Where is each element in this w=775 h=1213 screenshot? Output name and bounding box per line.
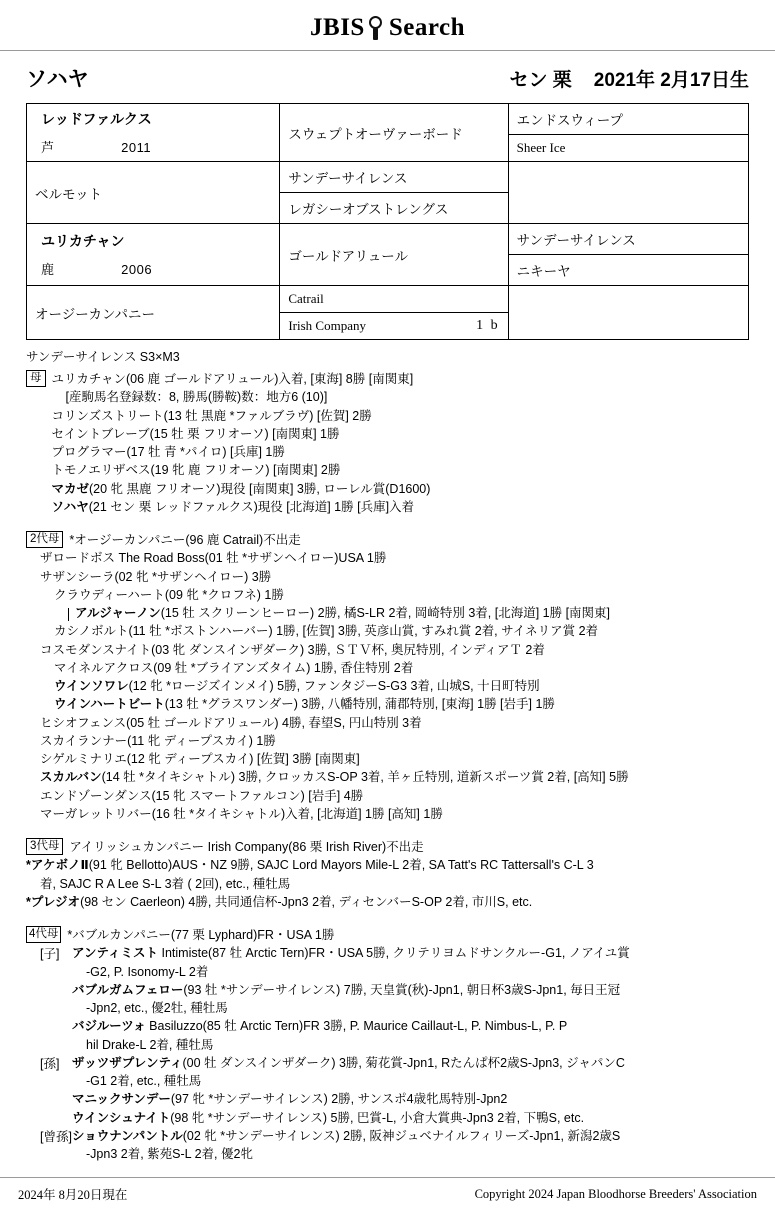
footer-date: 2024年 8月20日現在	[18, 1188, 128, 1203]
line-rest: Basiluzzo(85 牡 Arctic Tern)FR 3勝, P. Maurice Caillaut-L, P. Nimbus-L, P. P	[145, 1019, 568, 1034]
descendant-group-lines	[72, 1127, 749, 1164]
line-rest: (13 牡 *グラスワンダー) 3勝, 八幡特別, 蒲郡特別, [東海] 1勝 [岩手] 1勝	[164, 697, 555, 712]
sire-year: 2011	[121, 140, 152, 155]
pedigree-line	[26, 604, 749, 622]
pedigree-line	[26, 641, 749, 659]
line-text: -G1 2着, etc., 種牡馬	[86, 1074, 202, 1088]
descendant-group	[26, 1127, 749, 1164]
dam-sire-sire: サンデーサイレンス	[508, 224, 748, 255]
pedigree-line	[52, 407, 431, 425]
third-dam-section	[0, 838, 775, 911]
line-text: -G2, P. Isonomy-L 2着	[86, 964, 209, 979]
pedigree-line	[72, 1090, 749, 1108]
line-text: スカイランナー(11 牝 ディープスカイ) 1勝	[40, 733, 276, 748]
pedigree-line	[72, 999, 749, 1017]
horse-name-bold: *プレジオ	[26, 894, 81, 909]
horse-name-bold: アルジャーノン	[75, 606, 161, 620]
pedigree-line	[52, 480, 431, 498]
pedigree-line	[52, 425, 431, 443]
inbreeding-cross: サンデーサイレンス S3×M3	[26, 350, 180, 364]
horse-name-bold: ウインハートビート	[54, 697, 165, 712]
line-rest: (15 牡 スクリーンヒーロー) 2勝, 橘S-LR 2着, 岡崎特別 3着, [北海道] 1勝 [南関東]	[160, 606, 611, 620]
descendant-group	[26, 1054, 749, 1127]
pedigree-line	[26, 768, 749, 786]
line-text: -Jpn2, etc., 優2牡, 種牡馬	[86, 1001, 228, 1015]
horse-name-bold: *アケボノⅡ	[26, 858, 89, 873]
dam-section	[0, 370, 775, 516]
second-dam-lines	[26, 549, 749, 823]
second-dam-head: *オージーカンパニー(96 鹿 Catrail)不出走	[69, 533, 301, 547]
pedigree-line	[26, 549, 749, 567]
page-title: ソハヤ	[26, 68, 89, 91]
pedigree-line	[72, 1036, 749, 1054]
line-text: マイネルアクロス(09 牡 *ブライアンズタイム) 1勝, 香住特別 2着	[54, 660, 414, 675]
dam-section-lines	[52, 370, 431, 516]
line-text: エンドゾーンダンス(15 牝 スマートファルコン) [岩手] 4勝	[40, 788, 364, 803]
descendant-group-label: [曾孫]	[40, 1129, 72, 1144]
line-text: サザンシーラ(02 牝 *サザンヘイロー) 3勝	[40, 569, 272, 584]
pedigree-line	[72, 944, 749, 962]
descendant-group	[26, 944, 749, 1054]
fourth-dam-head: *バブルカンパニー(77 栗 Lyphard)FR・USA 1勝	[67, 928, 335, 942]
line-rest: (93 牡 *サンデーサイレンス) 7勝, 天皇賞(秋)-Jpn1, 朝日杯3歳S-Jpn1, 毎日王冠	[183, 982, 621, 997]
dam-dam-of-dam: オージーカンパニー	[27, 286, 280, 340]
sire-dam-sire: サンデーサイレンス	[280, 162, 508, 193]
line-text: ヒシオフェンス(05 牡 ゴールドアリュール) 4勝, 春望S, 円山特別 3着	[40, 715, 422, 730]
pedigree-line	[26, 695, 749, 713]
sire-sire-dam: Sheer Ice	[508, 135, 748, 162]
horse-name-bold: ウインソワレ	[54, 679, 129, 693]
pedigree-line	[52, 370, 431, 388]
pedigree-line	[26, 659, 749, 677]
site-logo	[0, 0, 775, 50]
third-dam-lines	[26, 856, 749, 911]
sire-dam-dam: レガシーオブストレングス	[280, 193, 508, 224]
line-text: コスモダンスナイト(03 牝 ダンスインザダーク) 3勝, ＳＴＶ杯, 奥尻特別, インディアＴ 2着	[40, 642, 545, 657]
footer	[0, 1178, 775, 1213]
line-rest: (98 セン Caerleon) 4勝, 共同通信杯-Jpn3 2着, ディセンバーS-OP 2着, 市川S, etc.	[80, 894, 533, 909]
dam-dam-dam-cell	[280, 313, 508, 340]
line-rest: (98 牝 *サンデーサイレンス) 5勝, 巴賞-L, 小倉大賞典-Jpn3 2着, 下鴨S, etc.	[170, 1110, 585, 1125]
sire-sire: スウェプトオーヴァーボード	[280, 104, 508, 162]
pedigree-line	[52, 461, 431, 479]
pedigree-line	[26, 732, 749, 750]
line-text: hil Drake-L 2着, 種牡馬	[86, 1037, 214, 1052]
line-rest: (12 牝 *ロージズインメイ) 5勝, ファンタジーS-G3 3着, 山城S, 十日町特別	[128, 679, 540, 693]
line-text: プログラマー(17 牡 青 *パイロ) [兵庫] 1勝	[51, 445, 285, 459]
horse-name-bold: マニックサンデー	[72, 1092, 171, 1107]
sire-dam-of-sire: ベルモット	[27, 162, 280, 224]
title-row	[0, 51, 775, 103]
second-dam-head-wrap	[69, 531, 300, 549]
line-rest: (21 セン 栗 レッドファルクス)現役 [北海道] 1勝 [兵庫]入着	[88, 499, 415, 514]
sire-name: レッドファルクス	[41, 111, 152, 127]
line-text: セイントブレーブ(15 牡 栗 フリオーソ) [南関東] 1勝	[51, 426, 340, 441]
logo-text-search: Search	[388, 14, 465, 41]
sex-coat: セン 栗	[509, 70, 572, 91]
line-rest: (00 牡 ダンスインザダーク) 3勝, 菊花賞-Jpn1, Rたんぱ杯2歳S-Jpn3, ジャパンC	[182, 1055, 625, 1070]
horse-name-bold: ソハヤ	[51, 499, 89, 514]
fourth-dam-groups	[26, 944, 749, 1163]
pedigree-line	[72, 1072, 749, 1090]
line-text: -Jpn3 2着, 紫苑S-L 2着, 優2牝	[86, 1147, 253, 1161]
pedigree-line	[72, 981, 749, 999]
fourth-dam-section	[0, 926, 775, 1163]
descendant-group-label: [孫]	[40, 1056, 60, 1071]
horse-name-bold: ウインシュナイト	[72, 1110, 171, 1125]
magnifier-icon	[366, 15, 388, 41]
pedigree-table	[26, 103, 749, 340]
line-text: 着, SAJC R A Lee S-L 3着 ( 2回), etc., 種牡馬	[40, 876, 291, 891]
pedigree-line	[52, 498, 431, 516]
horse-name-bold: ショウナンパントル	[72, 1128, 183, 1143]
dam-dam-sire: Catrail	[280, 286, 508, 313]
descendant-group-lines	[72, 944, 749, 1054]
third-dam-tag: 3代母	[26, 838, 63, 855]
pedigree-line	[26, 805, 749, 823]
dam-dam-dam: Irish Company	[288, 318, 366, 333]
footer-copyright: Copyright 2024 Japan Bloodhorse Breeders' Association	[474, 1186, 757, 1201]
pedigree-line	[72, 1017, 749, 1035]
branch-bar	[68, 608, 69, 621]
horse-name-bold: マカゼ	[51, 481, 90, 496]
second-dam-section	[0, 531, 775, 823]
pedigree-line	[52, 388, 431, 406]
line-text: カシノボルト(11 牡 *ボストンハーバー) 1勝, [佐賀] 3勝, 英彦山賞, すみれ賞 2着, サイネリア賞 2着	[54, 624, 599, 639]
fourth-dam-head-wrap	[67, 926, 334, 944]
line-rest: (97 牝 *サンデーサイレンス) 2勝, サンスポ4歳牝馬特別-Jpn2	[170, 1092, 508, 1107]
horse-name-bold: ザッツザプレンティ	[72, 1055, 183, 1070]
second-dam-tag: 2代母	[26, 531, 63, 548]
dam-section-tag: 母	[26, 370, 46, 387]
dam-sire-dam: ニキーヤ	[508, 255, 748, 286]
horse-name-bold: バブルガムフェロー	[72, 982, 184, 997]
line-text: クラウディーハート(09 牝 *クロフネ) 1勝	[54, 587, 284, 602]
line-text: コリンズストリート(13 牡 黒鹿 *ファルブラヴ) [佐賀] 2勝	[51, 408, 372, 423]
descendant-group-lines	[72, 1054, 749, 1127]
pedigree-line	[72, 1109, 749, 1127]
line-text: ザロードボス The Road Boss(01 牡 *サザンヘイロー)USA 1勝	[40, 551, 387, 566]
line-rest: (20 牝 黒鹿 フリオーソ)現役 [南関東] 3勝, ローレル賞(D1600)	[89, 481, 431, 496]
pedigree-line	[72, 1145, 749, 1163]
dam-year: 2006	[121, 262, 153, 277]
sire-sire-sire: エンドスウィープ	[508, 104, 748, 135]
pedigree-line	[26, 714, 749, 732]
descendant-group-label: [子]	[40, 947, 60, 962]
line-text: トモノエリザベス(19 牝 鹿 フリオーソ) [南関東] 2勝	[51, 463, 341, 478]
third-dam-head-wrap	[69, 838, 423, 856]
horse-name-bold: アンティミスト	[72, 946, 159, 961]
line-text: マーガレットリバー(16 牡 *タイキシャトル)入着, [北海道] 1勝 [高知] 1勝	[40, 806, 443, 821]
dam-name: ユリカチャン	[41, 233, 125, 249]
pedigree-line	[26, 677, 749, 695]
line-rest: Intimiste(87 牡 Arctic Tern)FR・USA 5勝, クリテリヨムドサンクルー-G1, ノアイユ賞	[158, 946, 630, 961]
fourth-dam-tag: 4代母	[26, 926, 61, 943]
birth-date: 2021年 2月17日生	[593, 70, 749, 91]
dam-cell	[27, 224, 280, 286]
sire-coat: 芦	[41, 140, 55, 155]
pedigree-line	[26, 856, 749, 874]
line-text: [産駒馬名登録数：8, 勝馬(勝鞍)数：地方6 (10)]	[65, 390, 328, 405]
pedigree-line	[26, 875, 749, 893]
dam-coat: 鹿	[41, 262, 55, 277]
sire-cell	[27, 104, 280, 162]
line-text: シゲルミナリエ(12 牝 ディープスカイ) [佐賀] 3勝 [南関東]	[40, 752, 360, 766]
third-dam-head: アイリッシュカンパニー Irish Company(86 栗 Irish River)不出走	[69, 840, 424, 854]
pedigree-line	[72, 1054, 749, 1072]
horse-name-bold: スカルバン	[40, 770, 102, 785]
pedigree-line	[52, 443, 431, 461]
pedigree-line	[26, 586, 749, 604]
line-rest: (02 牝 *サンデーサイレンス) 2勝, 阪神ジュベナイルフィリーズ-Jpn1, 新潟2歳S	[182, 1128, 621, 1143]
logo-text-jbis: JBIS	[310, 14, 365, 41]
pedigree-line	[26, 622, 749, 640]
dam-sire: ゴールドアリュール	[280, 224, 508, 286]
pedigree-line	[72, 963, 749, 981]
pedigree-line	[26, 568, 749, 586]
horse-name-bold: バジルーツォ	[72, 1019, 146, 1034]
pedigree-line	[72, 1127, 749, 1145]
line-text: ユリカチャン(06 鹿 ゴールドアリュール)入着, [東海] 8勝 [南関東]	[51, 372, 414, 386]
pedigree-line	[26, 750, 749, 768]
family-number: 1 b	[476, 318, 500, 333]
pedigree-line	[26, 893, 749, 911]
line-rest: (14 牡 *タイキシャトル) 3勝, クロッカスS-OP 3着, 羊ヶ丘特別, 道新スポーツ賞 2着, [高知] 5勝	[101, 770, 629, 785]
line-rest: (91 牝 Bellotto)AUS・NZ 9勝, SAJC Lord Mayors Mile-L 2着, SA Tatt's RC Tattersall's C-L 3	[88, 858, 594, 873]
pedigree-line	[26, 787, 749, 805]
